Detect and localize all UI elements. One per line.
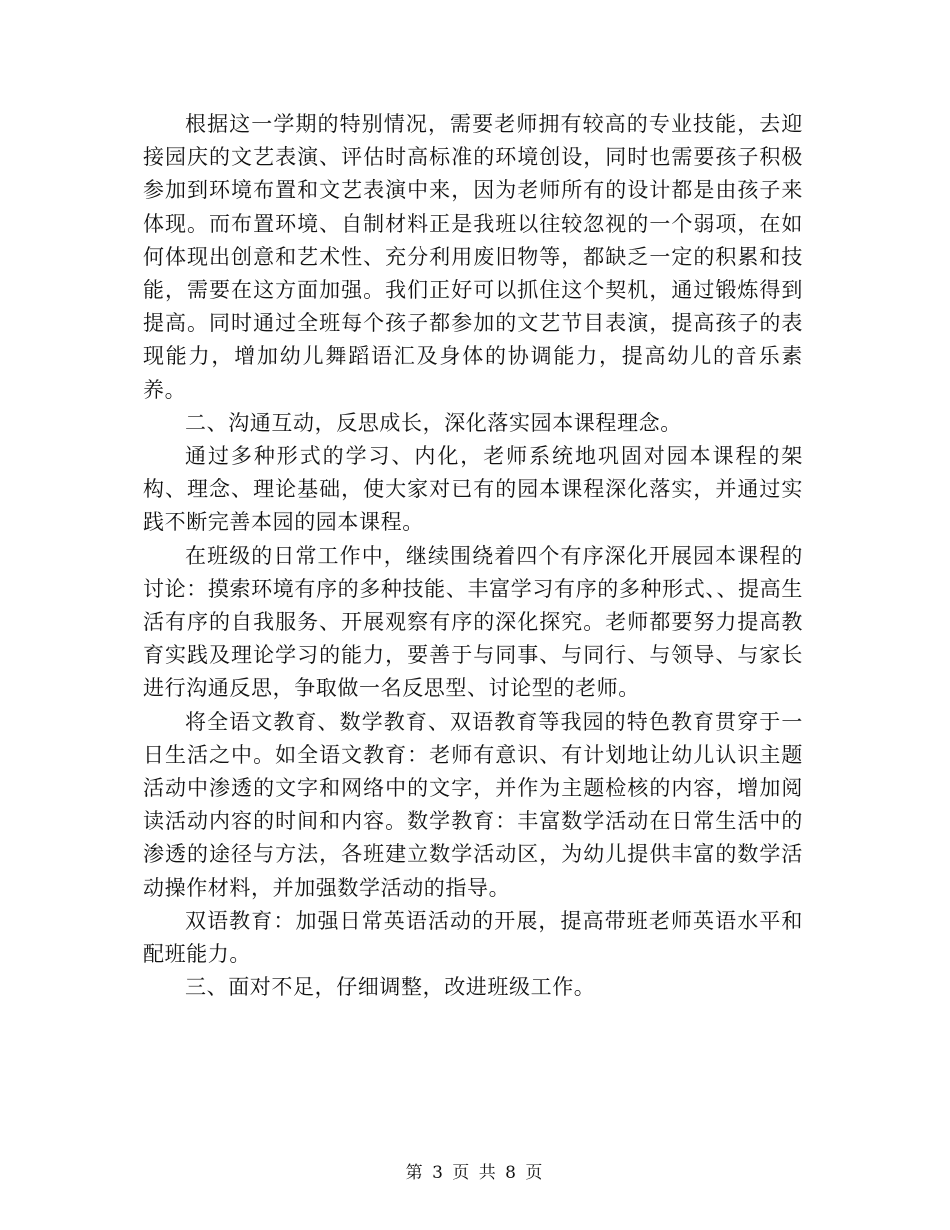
page-number-footer: 第 3 页 共 8 页 xyxy=(405,1163,545,1183)
paragraph-bilingual: 双语教育：加强日常英语活动的开展，提高带班老师英语水平和配班能力。 xyxy=(143,908,803,967)
section-heading-two: 二、沟通互动，反思成长，深化落实园本课程理念。 xyxy=(185,410,682,435)
paragraph-environment-skills: 根据这一学期的特别情况，需要老师拥有较高的专业技能，去迎接园庆的文艺表演、评估时高标准的环境创设，同时也需要孩子积极参加到环境布置和文艺表演中来，因为老师所有的设计都是由孩子来体现。而布置环境、自制材料正是我班以往较忽视的一个弱项，在如何体现出创意和艺术性、充分利用废旧物等，都缺乏一定的积累和技能，需要在这方面加强。我们正好可以抓住这个契机，通过锻炼得到提高。同时通过全班每个孩子都参加的文艺节目表演，提高孩子的表现能力，增加幼儿舞蹈语汇及身体的协调能力，提高幼儿的音乐素养。 xyxy=(143,112,803,402)
paragraph-daily-work: 在班级的日常工作中，继续围绕着四个有序深化开展园本课程的讨论：摸索环境有序的多种技能、丰富学习有序的多种形式、、提高生活有序的自我服务、开展观察有序的深化探究。老师都要努力提高教育实践及理论学习的能力，要善于与同事、与同行、与领导、与家长进行沟通反思，争取做一名反思型、讨论型的老师。 xyxy=(143,543,803,701)
section-heading-three: 三、面对不足，仔细调整，改进班级工作。 xyxy=(185,975,596,1000)
paragraph-learning: 通过多种形式的学习、内化，老师系统地巩固对园本课程的架构、理念、理论基础，使大家对已有的园本课程深化落实，并通过实践不断完善本园的园本课程。 xyxy=(143,444,803,535)
document-body xyxy=(143,108,803,1004)
paragraph-featured-education: 将全语文教育、数学教育、双语教育等我园的特色教育贯穿于一日生活之中。如全语文教育：老师有意识、有计划地让幼儿认识主题活动中渗透的文字和网络中的文字，并作为主题检核的内容，增加阅读活动内容的时间和内容。数学教育：丰富数学活动在日常生活中的渗透的途径与方法，各班建立数学活动区，为幼儿提供丰富的数学活动操作材料，并加强数学活动的指导。 xyxy=(143,709,803,900)
